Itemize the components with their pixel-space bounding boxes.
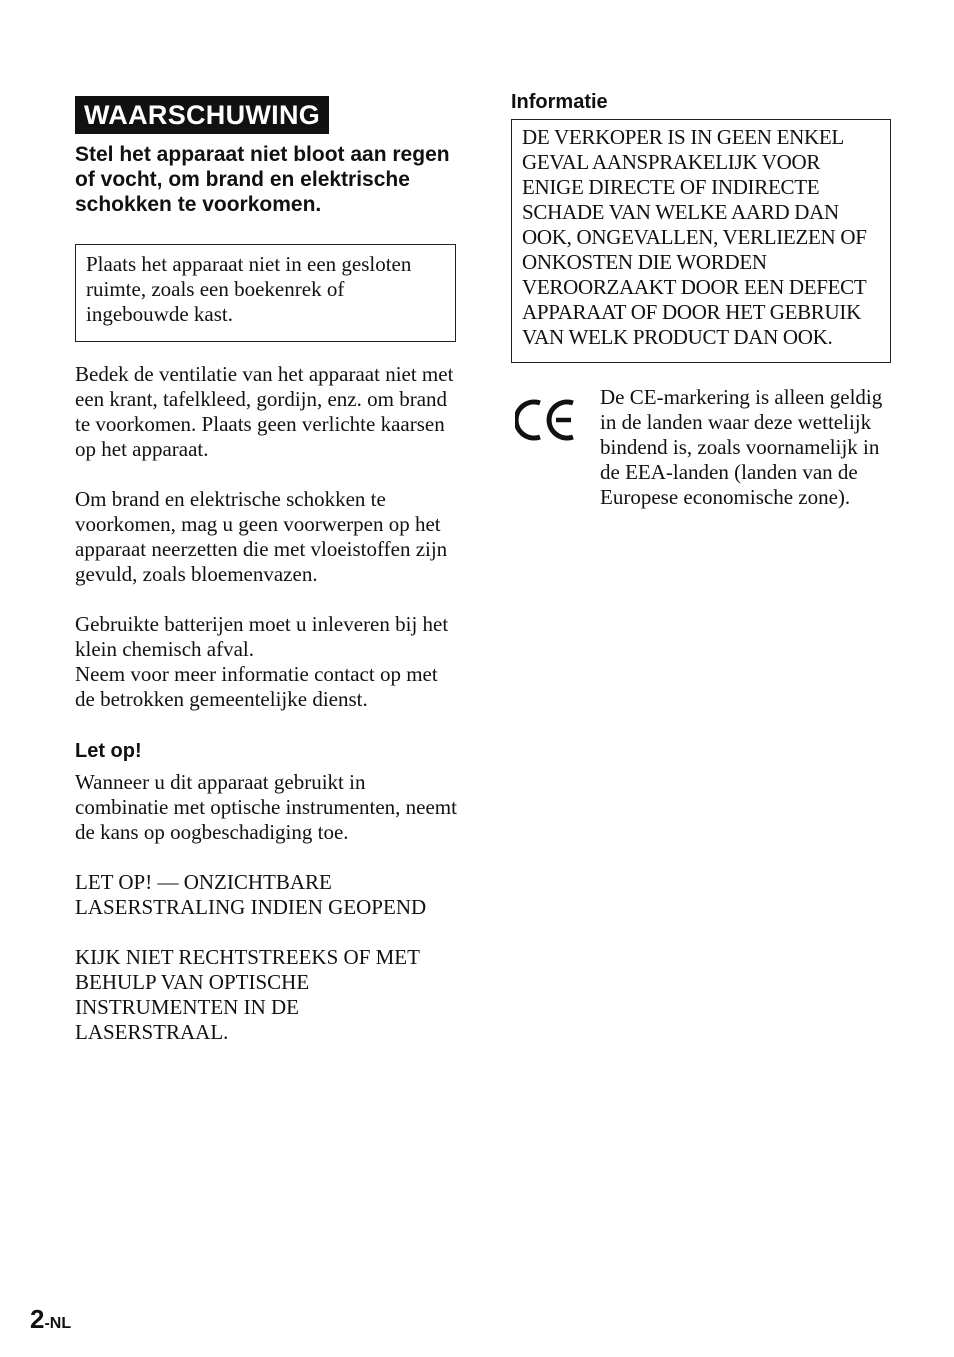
page-number-suffix: -NL — [44, 1315, 72, 1332]
ce-mark-icon — [515, 397, 577, 443]
right-column — [511, 90, 891, 535]
liquids-paragraph: Om brand en elektrische schokken te voorkomen, mag u geen voorwerpen op het apparaat neerzetten die met vloeistoffen zijn gevuld, zoals bloemenvazen. — [75, 487, 448, 586]
liability-box — [511, 119, 891, 363]
info-heading: Informatie — [511, 91, 608, 113]
laser-warning-2: KIJK NIET RECHTSTREEKS OF MET BEHULP VAN OPTISCHE INSTRUMENTEN IN DE LASERSTRAAL. — [75, 945, 420, 1044]
batteries-paragraph-2: Neem voor meer informatie contact op met de betrokken gemeentelijke dienst. — [75, 662, 438, 711]
left-column — [75, 96, 457, 1045]
enclosure-note-text: Plaats het apparaat niet in een gesloten ruimte, zoals een boekenrek of ingebouwde kast. — [86, 252, 412, 326]
page-number — [30, 1304, 71, 1335]
enclosure-note-box — [75, 244, 456, 342]
ventilation-paragraph: Bedek de ventilatie van het apparaat niet met een krant, tafelkleed, gordijn, enz. om brand te voorkomen. Plaats geen verlichte kaarsen op het apparaat. — [75, 362, 454, 461]
warning-text: Stel het apparaat niet bloot aan regen of vocht, om brand en elektrische schokken te voorkomen. — [75, 143, 450, 216]
caution-heading: Let op! — [75, 740, 142, 762]
ce-text: De CE-markering is alleen geldig in de landen waar deze wettelijk bindend is, zoals voornamelijk in de EEA-landen (landen van de Europese economische zone). — [600, 385, 883, 509]
caution-text: Wanneer u dit apparaat gebruikt in combinatie met optische instrumenten, neemt de kans op oogbeschadiging toe. — [75, 770, 457, 844]
warning-heading: WAARSCHUWING — [75, 96, 329, 134]
liability-text: DE VERKOPER IS IN GEEN ENKEL GEVAL AANSPRAKELIJK VOOR ENIGE DIRECTE OF INDIRECTE SCHADE VAN WELKE AARD DAN OOK, ONGEVALLEN, VERLIEZEN OF ONKOSTEN DIE WORDEN VEROORZAAKT DOOR EEN DEFECT APPARAAT OF DOOR HET GEBRUIK VAN WELK PRODUCT DAN OOK. — [522, 125, 867, 349]
page-number-digit: 2 — [30, 1304, 45, 1334]
batteries-paragraph-1: Gebruikte batterijen moet u inleveren bij het klein chemisch afval. — [75, 612, 449, 661]
laser-warning-1: LET OP! — ONZICHTBARE LASERSTRALING INDIEN GEOPEND — [75, 870, 427, 919]
ce-section — [511, 385, 891, 535]
